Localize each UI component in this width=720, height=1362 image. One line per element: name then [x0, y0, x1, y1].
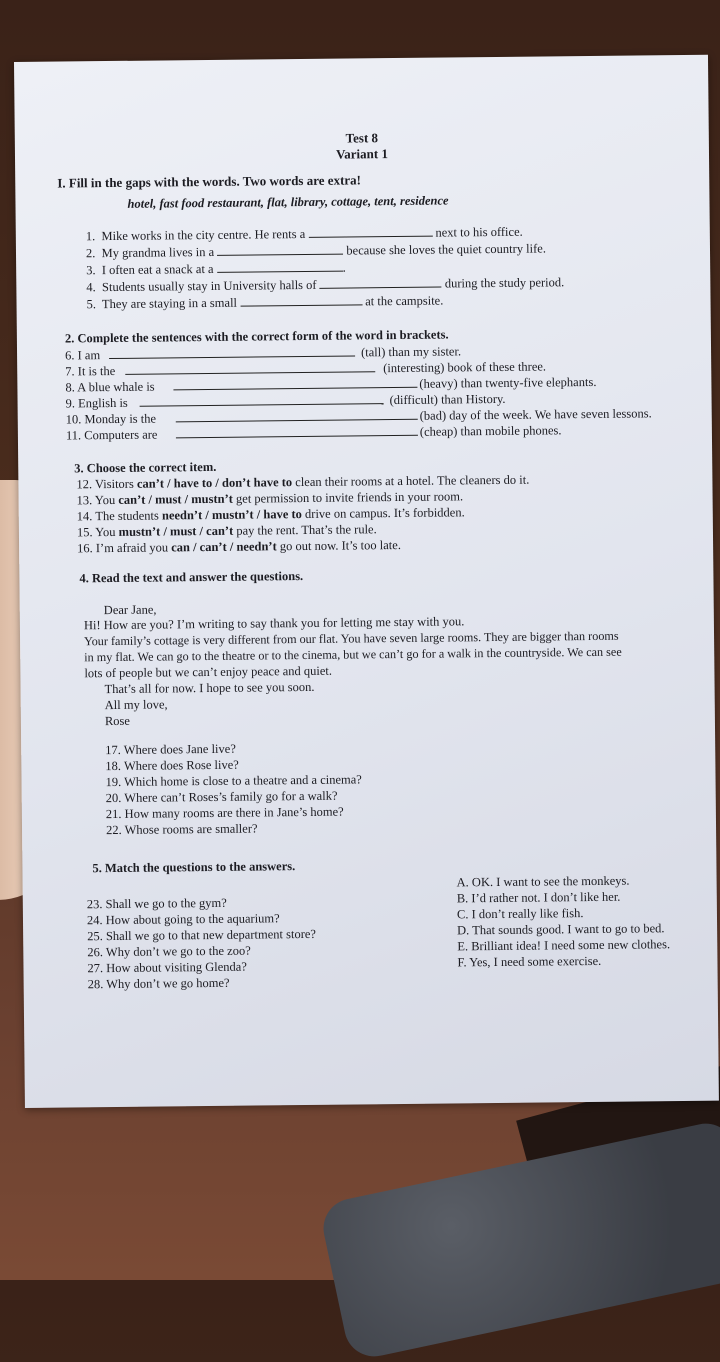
test-title: Test 8	[345, 130, 379, 146]
gap[interactable]	[217, 254, 343, 256]
question-item: 19. Which home is close to a theatre and a cinema?	[105, 772, 362, 790]
item-text: clean their rooms at a hotel. The cleaners do it.	[292, 472, 530, 490]
match-answer: C. I don’t really like fish.	[456, 906, 584, 922]
item-text: My grandma lives in a	[101, 244, 215, 261]
item-text: 12. Visitors	[76, 476, 137, 492]
item-text: They are staying in a small	[101, 295, 238, 312]
item-text: at the campsite.	[365, 293, 444, 309]
match-answer: E. Brilliant idea! I need some new clothes.	[457, 937, 671, 954]
letter-line: That’s all for now. I hope to see you soon.	[104, 679, 315, 697]
section4-title: 4. Read the text and answer the questions.	[79, 569, 304, 586]
s1-item-3	[86, 261, 346, 279]
item-text: I often eat a snack at a	[101, 261, 214, 278]
letter-line: in my flat. We can go to the theatre or to the cinema, but we can’t go for a walk in the countryside. We can see	[84, 644, 622, 665]
letter-signoff: All my love,	[104, 697, 168, 713]
letter-line: Your family’s cottage is very different from our flat. You have seven large rooms. They are bigger than rooms	[83, 628, 619, 649]
gap[interactable]	[176, 419, 418, 423]
item-text: pay the rent. That’s the rule.	[233, 522, 377, 538]
section3-title: 3. Choose the correct item.	[74, 459, 217, 476]
item-text: 16. I’m afraid you	[77, 540, 172, 556]
worksheet	[14, 55, 719, 1108]
match-answer: A. OK. I want to see the monkeys.	[456, 873, 630, 890]
s3-item-15	[77, 522, 377, 540]
section1-word-bank: hotel, fast food restaurant, flat, library, cottage, tent, residence	[127, 193, 449, 211]
choice-options[interactable]: can’t / must / mustn’t	[118, 491, 233, 507]
item-text: 9. English is	[65, 395, 128, 411]
item-text: 7. It is the	[65, 363, 116, 379]
letter-line: Hi! How are you? I’m writing to say thank you for letting me stay with you.	[83, 614, 465, 633]
gap[interactable]	[125, 371, 375, 375]
section2-title: 2. Complete the sentences with the correct form of the word in brackets.	[64, 327, 449, 346]
match-answer: F. Yes, I need some exercise.	[457, 953, 602, 970]
letter-line: lots of people but we can’t enjoy peace and quiet.	[84, 663, 333, 681]
item-text: 11. Computers are	[65, 427, 158, 443]
item-text: Mike works in the city centre. He rents a	[101, 226, 306, 244]
choice-options[interactable]: can / can’t / needn’t	[171, 539, 277, 555]
s1-item-2	[86, 241, 546, 261]
s1-item-5	[86, 294, 443, 313]
gap[interactable]	[173, 387, 417, 391]
item-text: go out now. It’s too late.	[276, 537, 401, 554]
gap[interactable]	[308, 236, 432, 238]
variant-title: Variant 1	[335, 146, 388, 162]
item-text: (bad) day of the week. We have seven lessons.	[419, 406, 652, 423]
question-item: 18. Where does Rose live?	[105, 757, 239, 774]
item-text: .	[342, 260, 346, 275]
gap[interactable]	[320, 287, 442, 289]
item-text: 6. I am	[65, 348, 101, 363]
item-number: 2.	[85, 246, 96, 261]
section5-title: 5. Match the questions to the answers.	[92, 859, 296, 876]
choice-options[interactable]: can’t / have to / don’t have to	[136, 475, 293, 491]
item-text: (cheap) than mobile phones.	[419, 423, 562, 439]
letter-greeting: Dear Jane,	[103, 602, 157, 618]
section1-title: I. Fill in the gaps with the words. Two words are extra!	[57, 172, 362, 191]
match-answer: B. I’d rather not. I don’t like her.	[456, 889, 621, 906]
item-text: (interesting) book of these three.	[383, 359, 547, 376]
question-item: 17. Where does Jane live?	[105, 741, 236, 758]
item-text: get permission to invite friends in your room.	[232, 489, 464, 506]
item-text: 14. The students	[76, 508, 163, 524]
question-item: 22. Whose rooms are smaller?	[105, 821, 258, 838]
match-question: 23. Shall we go to the gym?	[86, 895, 227, 912]
item-text: during the study period.	[444, 275, 565, 291]
match-question: 24. How about going to the aquarium?	[86, 911, 280, 928]
s1-item-4	[86, 275, 564, 295]
gap[interactable]	[217, 271, 343, 273]
item-number: 5.	[86, 297, 96, 312]
question-item: 20. Where can’t Roses’s family go for a walk?	[105, 788, 338, 806]
match-question: 25. Shall we go to that new department store?	[87, 926, 316, 944]
item-text: next to his office.	[435, 224, 523, 240]
match-question: 27. How about visiting Glenda?	[87, 959, 247, 976]
question-item: 21. How many rooms are there in Jane’s home?	[105, 804, 344, 822]
match-question: 26. Why don’t we go to the zoo?	[87, 943, 251, 960]
match-answer: D. That sounds good. I want to go to bed.	[457, 921, 665, 938]
item-text: drive on campus. It’s forbidden.	[301, 505, 465, 522]
s3-item-16	[77, 538, 401, 556]
choice-options[interactable]: needn’t / mustn’t / have to	[161, 507, 302, 523]
choice-options[interactable]: mustn’t / must / can’t	[118, 523, 234, 539]
item-number: 4.	[86, 280, 96, 295]
item-text: 8. A blue whale is	[65, 379, 155, 395]
item-number: 1.	[85, 229, 96, 244]
item-text: (heavy) than twenty-five elephants.	[419, 374, 597, 391]
item-text: because she loves the quiet country life.	[346, 241, 547, 258]
item-text: Students usually stay in University halls of	[101, 277, 317, 295]
fabric	[318, 1118, 720, 1362]
item-text: 13. You	[76, 492, 119, 508]
item-text: (tall) than my sister.	[360, 344, 462, 360]
gap[interactable]	[140, 403, 384, 407]
item-number: 3.	[86, 263, 96, 278]
s3-item-14	[77, 505, 465, 524]
gap[interactable]	[109, 355, 355, 359]
item-text: 15. You	[76, 524, 119, 540]
gap[interactable]	[240, 304, 362, 306]
item-text: 10. Monday is the	[65, 411, 157, 427]
gap[interactable]	[176, 435, 418, 439]
item-text: (difficult) than History.	[389, 391, 506, 408]
match-question: 28. Why don’t we go home?	[87, 975, 230, 992]
s1-item-1	[86, 225, 523, 245]
letter-signature: Rose	[104, 713, 130, 729]
